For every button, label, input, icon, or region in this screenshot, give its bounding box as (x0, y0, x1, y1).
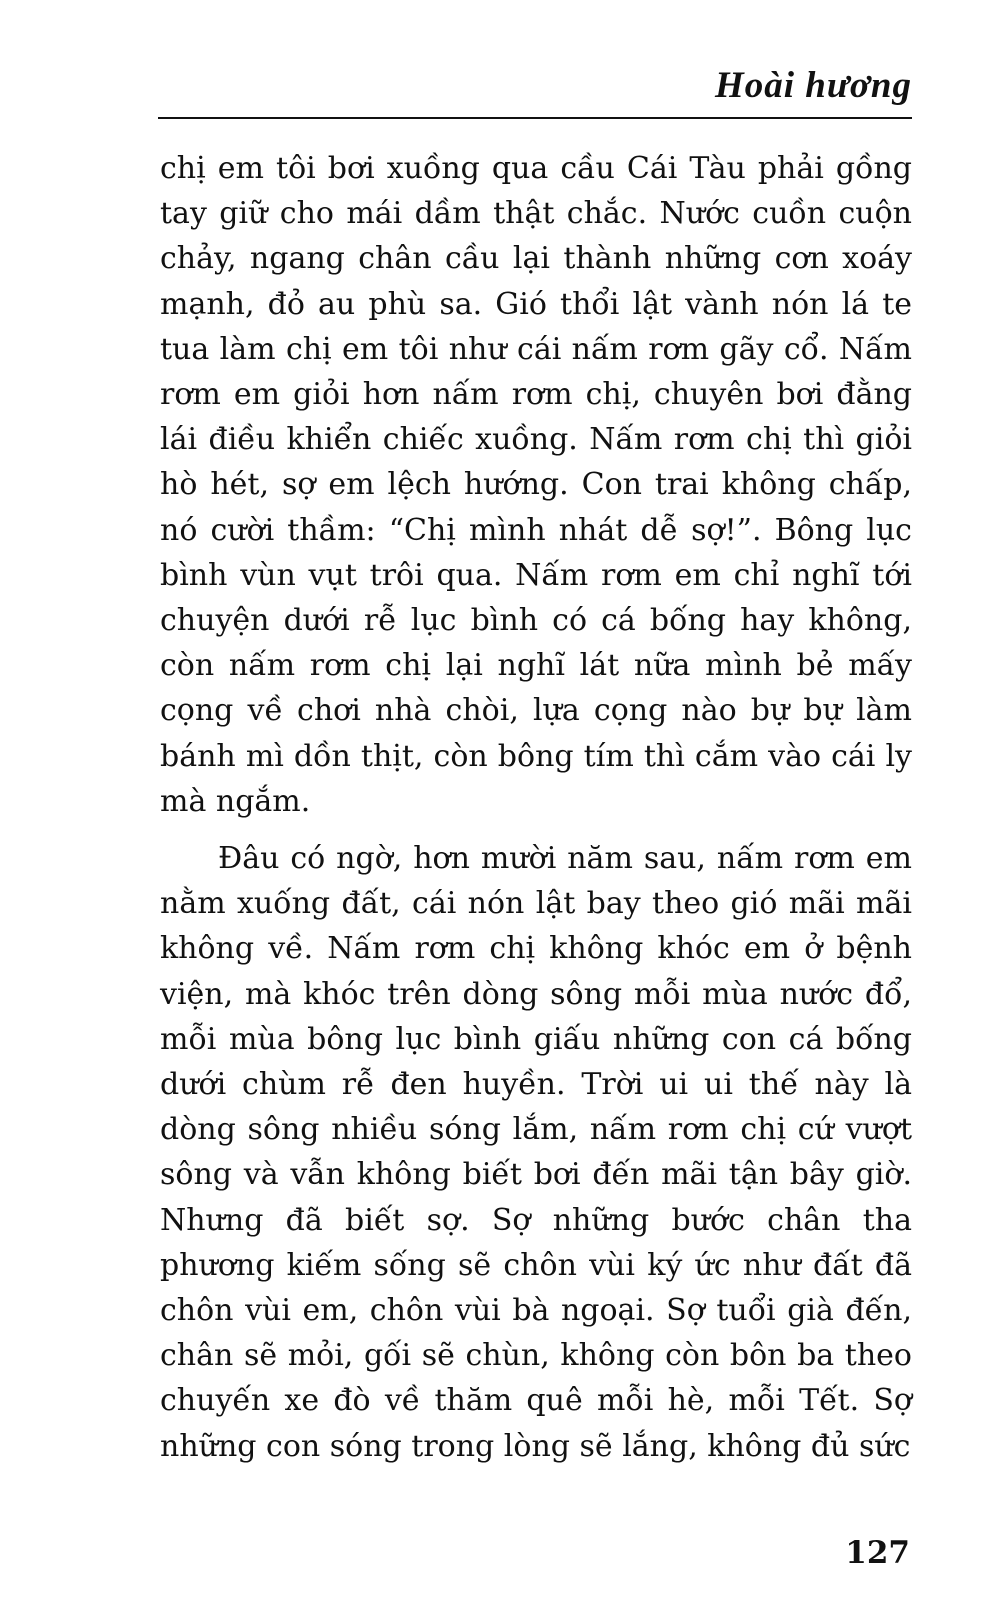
page-body (160, 146, 912, 1469)
body-paragraph-1: chị em tôi bơi xuồng qua cầu Cái Tàu phải gồng tay giữ cho mái dầm thật chắc. Nước cuồn cuộn chảy, ngang chân cầu lại thành những cơn xoáy mạnh, đỏ au phù sa. Gió thổi lật vành nón lá te tua làm chị em tôi như cái nấm rơm gãy cổ. Nấm rơm em giỏi hơn nấm rơm chị, chuyên bơi đằng lái điều khiển chiếc xuồng. Nấm rơm chị thì giỏi hò hét, sợ em lệch hướng. Con trai không chấp, nó cười thầm: “Chị mình nhát dễ sợ!”. Bông lục bình vùn vụt trôi qua. Nấm rơm em chỉ nghĩ tới chuyện dưới rễ lục bình có cá bống hay không, còn nấm rơm chị lại nghĩ lát nữa mình bẻ mấy cọng về chơi nhà chòi, lựa cọng nào bự bự làm bánh mì dồn thịt, còn bông tím thì cắm vào cái ly mà ngắm. (160, 151, 912, 819)
running-header-title: Hoài hương (715, 65, 912, 106)
page-number: 127 (845, 1535, 910, 1571)
body-paragraph-2: Đâu có ngờ, hơn mười năm sau, nấm rơm em nằm xuống đất, cái nón lật bay theo gió mãi mãi không về. Nấm rơm chị không khóc em ở bệnh viện, mà khóc trên dòng sông mỗi mùa nước đổ, mỗi mùa bông lục bình giấu những con cá bống dưới chùm rễ đen huyền. Trời ui ui thế này là dòng sông nhiều sóng lắm, nấm rơm chị cứ vượt sông và vẫn không biết bơi đến mãi tận bây giờ. Nhưng đã biết sợ. Sợ những bước chân tha phương kiếm sống sẽ chôn vùi ký ức như đất đã chôn vùi em, chôn vùi bà ngoại. Sợ tuổi già đến, chân sẽ mỏi, gối sẽ chùn, không còn bôn ba theo chuyến xe đò về thăm quê mỗi hè, mỗi Tết. Sợ những con sóng trong lòng sẽ lắng, không đủ sức (160, 841, 912, 1464)
header-divider (158, 117, 912, 119)
